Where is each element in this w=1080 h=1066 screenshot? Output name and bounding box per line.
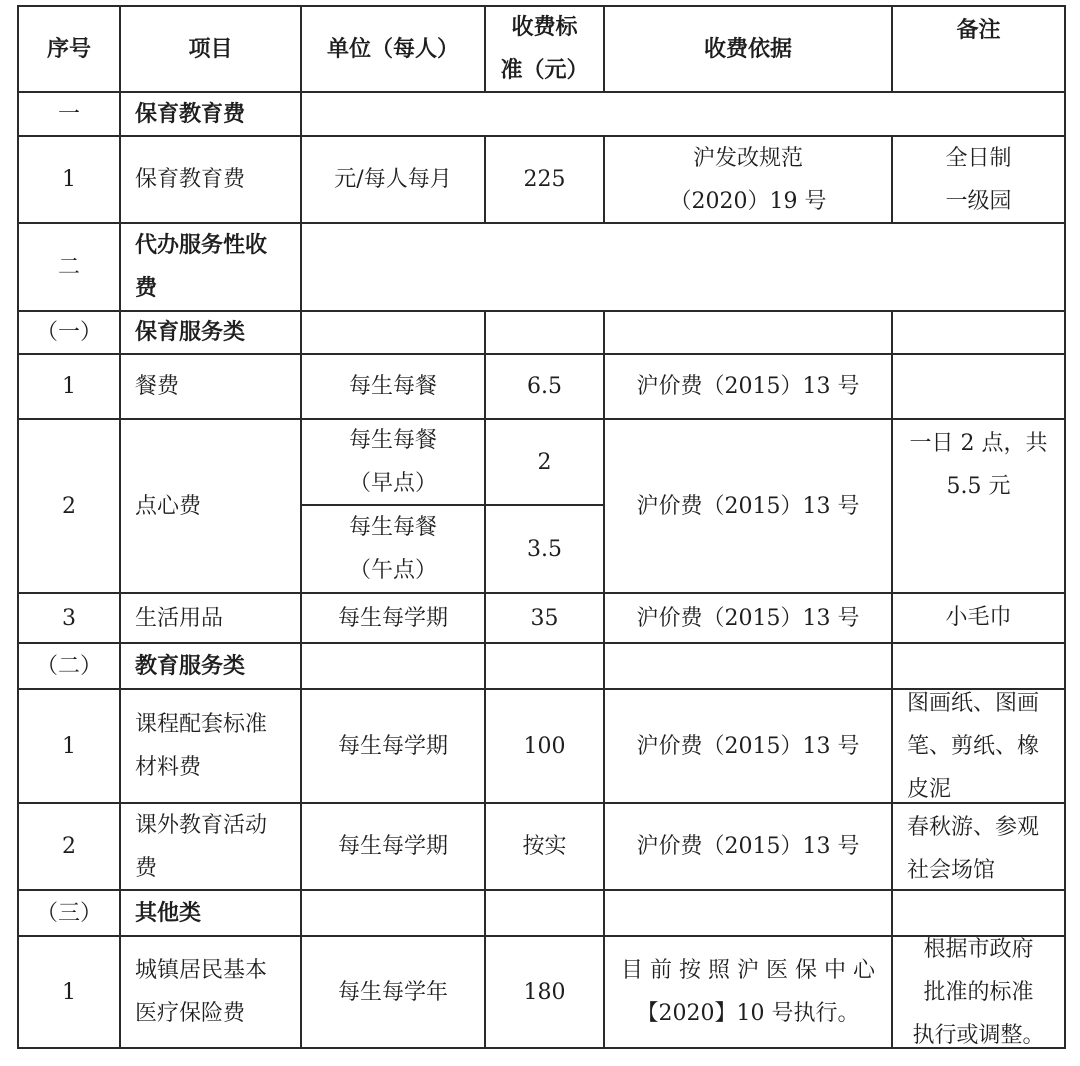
cell-text-line: 材料费 xyxy=(135,755,202,780)
header-fee xyxy=(484,5,605,93)
cell-seq xyxy=(17,310,121,355)
cell-text-line: （一） xyxy=(35,320,102,345)
cell-basis xyxy=(603,353,893,420)
cell-item xyxy=(119,418,302,594)
cell-text-line: 二 xyxy=(57,254,80,280)
cell-text-line: 单位（每人） xyxy=(326,35,459,62)
cell-text-line: 点心费 xyxy=(135,493,202,519)
cell-seq xyxy=(17,935,121,1049)
cell-text-line: （午点） xyxy=(348,558,437,583)
cell-empty xyxy=(300,310,486,355)
cell-text-line: 教育服务类 xyxy=(135,652,246,679)
cell-empty xyxy=(603,642,893,690)
cell-seq xyxy=(17,688,121,804)
cell-text-line: 2 xyxy=(62,493,76,519)
cell-unit xyxy=(300,135,486,224)
cell-text-line: 保育服务类 xyxy=(135,319,246,345)
cell-text-line: 备注 xyxy=(956,17,1001,43)
cell-text-line: 每生每学期 xyxy=(337,733,448,759)
cell-note xyxy=(891,688,1066,804)
cell-text-line: 每生每餐 xyxy=(348,515,437,540)
cell-text-line: 费 xyxy=(135,275,158,301)
cell-text-line: 批准的标准 xyxy=(923,979,1034,1005)
cell-text-line: 项目 xyxy=(188,35,233,62)
cell-unit xyxy=(300,353,486,420)
cell-empty xyxy=(300,91,1066,137)
cell-empty xyxy=(891,310,1066,355)
cell-text-line: 根据市政府 xyxy=(923,936,1034,962)
cell-text-line: 按实 xyxy=(522,834,567,859)
cell-note xyxy=(891,418,1066,594)
cell-text-line: 每生每学期 xyxy=(337,834,448,859)
cell-text-line: 5.5 元 xyxy=(946,474,1011,499)
cell-text-line: （三） xyxy=(35,900,102,926)
cell-text-line: 3 xyxy=(62,605,76,631)
cell-text-line: 180 xyxy=(523,979,566,1005)
cell-text-line: 一日 2 点，共 xyxy=(909,431,1048,456)
cell-text-line: 收费标 xyxy=(511,14,578,40)
cell-text-line: 3.5 xyxy=(527,536,562,562)
cell-text-line: 全日制 xyxy=(945,145,1012,171)
cell-seq xyxy=(17,889,121,937)
cell-unit xyxy=(300,802,486,891)
cell-fee xyxy=(484,135,605,224)
cell-empty xyxy=(300,642,486,690)
cell-text-line: 准（元） xyxy=(500,57,589,83)
cell-text-line: 社会场馆 xyxy=(907,858,996,883)
cell-item xyxy=(119,310,302,355)
cell-note xyxy=(891,135,1066,224)
cell-basis xyxy=(603,935,893,1049)
cell-text-line: 收费依据 xyxy=(703,35,792,62)
cell-item xyxy=(119,802,302,891)
cell-text-line: 其他类 xyxy=(135,899,202,926)
cell-text-line: 费 xyxy=(135,855,158,881)
cell-text-line: 6.5 xyxy=(527,374,562,399)
cell-text-line: 【2020】10 号执行。 xyxy=(636,1001,860,1026)
cell-text-line: 课程配套标准 xyxy=(135,712,268,737)
cell-fee xyxy=(484,688,605,804)
cell-empty xyxy=(603,310,893,355)
cell-empty xyxy=(300,222,1066,312)
cell-text-line: （早点） xyxy=(348,471,437,496)
cell-empty xyxy=(484,310,605,355)
header-basis xyxy=(603,5,893,93)
cell-basis xyxy=(603,135,893,224)
cell-text-line: 执行或调整。 xyxy=(912,1022,1045,1048)
cell-unit xyxy=(300,418,486,506)
cell-empty xyxy=(484,642,605,690)
cell-text-line: 图画纸、图画 xyxy=(907,690,1040,716)
cell-text-line: 代办服务性收 xyxy=(135,232,268,258)
cell-text-line: 餐费 xyxy=(135,374,180,399)
cell-text-line: 生活用品 xyxy=(135,605,224,631)
cell-note xyxy=(891,592,1066,644)
cell-text-line: 每生每学年 xyxy=(337,979,448,1005)
cell-item xyxy=(119,642,302,690)
cell-text-line: 笔、剪纸、橡 xyxy=(907,733,1040,759)
cell-basis xyxy=(603,592,893,644)
cell-empty xyxy=(300,889,486,937)
cell-text-line: 2 xyxy=(62,834,76,859)
cell-unit xyxy=(300,935,486,1049)
cell-text-line: 课外教育活动 xyxy=(135,812,268,838)
cell-unit xyxy=(300,688,486,804)
header-seq xyxy=(17,5,121,93)
cell-seq xyxy=(17,592,121,644)
cell-item xyxy=(119,353,302,420)
cell-text-line: 225 xyxy=(523,167,566,192)
cell-text-line: 每生每学期 xyxy=(337,605,448,631)
cell-fee xyxy=(484,418,605,506)
cell-text-line: 1 xyxy=(62,374,76,399)
cell-text-line: 100 xyxy=(523,733,566,759)
cell-text-line: 沪价费（2015）13 号 xyxy=(636,374,860,399)
cell-text-line: 每生每餐 xyxy=(348,374,437,399)
cell-text-line: 小毛巾 xyxy=(945,605,1012,630)
cell-item xyxy=(119,135,302,224)
cell-text-line: 沪价费（2015）13 号 xyxy=(636,493,860,519)
cell-item xyxy=(119,935,302,1049)
cell-item xyxy=(119,688,302,804)
cell-text-line: 1 xyxy=(62,733,76,759)
cell-note xyxy=(891,802,1066,891)
cell-fee xyxy=(484,353,605,420)
cell-basis xyxy=(603,688,893,804)
cell-text-line: 保育教育费 xyxy=(135,167,246,192)
cell-text-line: 目 前 按 照 沪 医 保 中 心 xyxy=(621,958,875,983)
cell-seq xyxy=(17,91,121,137)
cell-text-line: 序号 xyxy=(46,35,91,62)
cell-text-line: 元/每人每月 xyxy=(334,167,452,192)
cell-item xyxy=(119,91,302,137)
cell-seq xyxy=(17,353,121,420)
cell-unit xyxy=(300,504,486,594)
cell-text-line: 皮泥 xyxy=(907,776,952,802)
cell-empty xyxy=(603,889,893,937)
cell-text-line: 沪发改规范 xyxy=(692,145,803,171)
cell-seq xyxy=(17,222,121,312)
cell-text-line: 1 xyxy=(62,167,76,192)
cell-basis xyxy=(603,802,893,891)
cell-fee xyxy=(484,802,605,891)
cell-fee xyxy=(484,504,605,594)
cell-text-line: 保育教育费 xyxy=(135,100,246,127)
cell-text-line: 每生每餐 xyxy=(348,428,437,453)
cell-text-line: 医疗保险费 xyxy=(135,1001,246,1026)
cell-fee xyxy=(484,592,605,644)
cell-text-line: 1 xyxy=(62,979,76,1005)
cell-text-line: 一 xyxy=(57,101,80,127)
cell-text-line: 2 xyxy=(537,449,552,475)
cell-unit xyxy=(300,592,486,644)
cell-seq xyxy=(17,135,121,224)
cell-basis xyxy=(603,418,893,594)
cell-text-line: 沪价费（2015）13 号 xyxy=(636,605,860,631)
header-item xyxy=(119,5,302,93)
cell-text-line: （二） xyxy=(35,653,102,679)
cell-fee xyxy=(484,935,605,1049)
cell-text-line: （2020）19 号 xyxy=(669,188,827,214)
cell-seq xyxy=(17,802,121,891)
cell-text-line: 35 xyxy=(530,605,559,631)
cell-empty xyxy=(484,889,605,937)
cell-note xyxy=(891,353,1066,420)
header-unit xyxy=(300,5,486,93)
cell-text-line: 春秋游、参观 xyxy=(907,815,1040,840)
header-note xyxy=(891,5,1066,93)
cell-item xyxy=(119,592,302,644)
cell-text-line: 一级园 xyxy=(945,188,1012,214)
cell-text-line: 沪价费（2015）13 号 xyxy=(636,733,860,759)
cell-seq xyxy=(17,642,121,690)
cell-seq xyxy=(17,418,121,594)
cell-text-line: 城镇居民基本 xyxy=(135,958,268,983)
cell-text-line: 沪价费（2015）13 号 xyxy=(636,834,860,859)
cell-note xyxy=(891,935,1066,1049)
cell-item xyxy=(119,222,302,312)
cell-item xyxy=(119,889,302,937)
